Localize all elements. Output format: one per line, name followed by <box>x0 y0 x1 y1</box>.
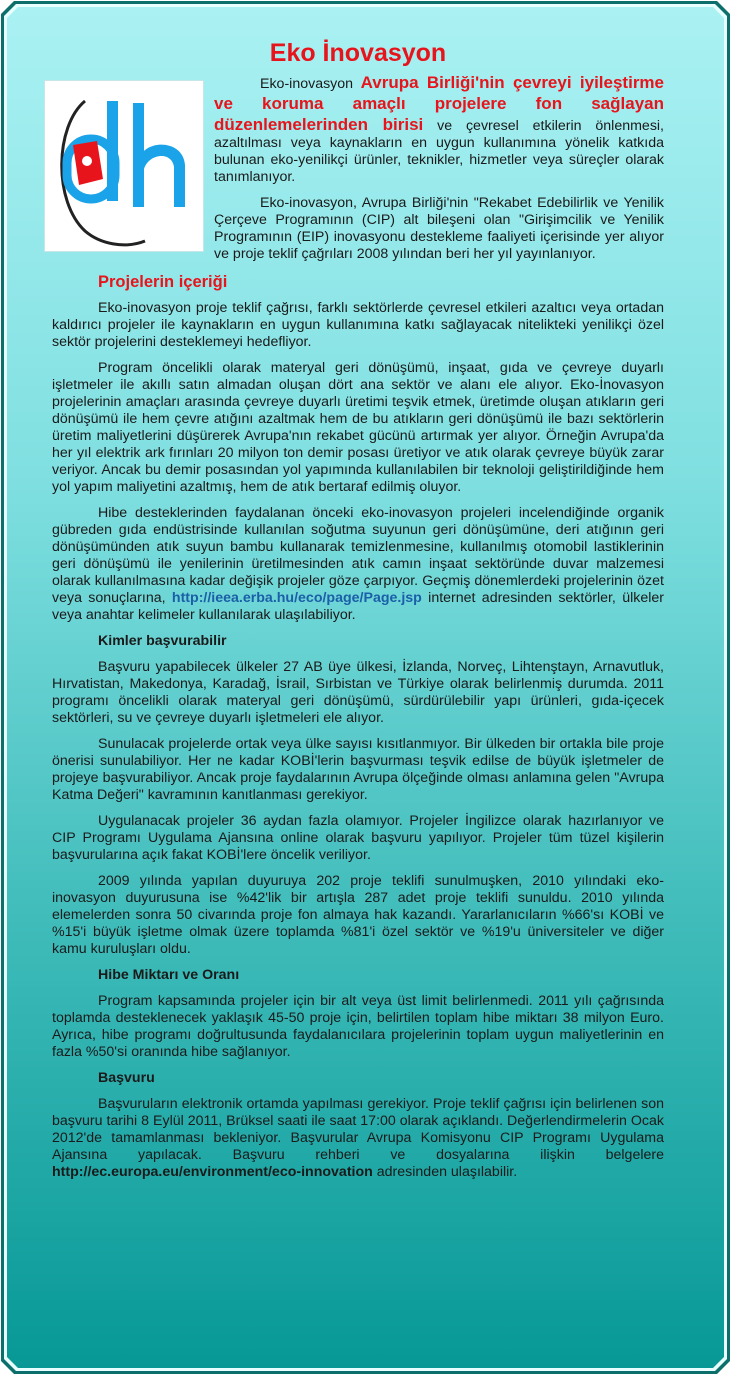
intro-paragraph-2: Eko-inovasyon, Avrupa Birliği'nin "Rekabet Edebilirlik ve Yenilik Çerçeve Programının (CIP) alt bileşeni olan "Girişimcilik ve Yenilik Programının (EIP) inovasyonu destekleme faaliyeti içerisinde yer alıyor ve proje teklif çağrıları 2008 yılından beri her yıl yayınlanıyor. <box>214 195 664 262</box>
projects-paragraph-2: Program öncelikli olarak materyal geri dönüşümü, inşaat, gıda ve çevreye duyarlı işletmeler ile akıllı satın almadan oluşan dört ana sektör ve alanı ele alıyor. Eko-İnovasyon projelerinin amaçları arasında çevreye duyarlı üretimi teşvik etmek, üretimde oluşan atıkların geri dönüşümü ile hem çevre atığını azaltmak hem de bu atıkların geri dönüşümü ile bazı sektörlerin üretim maliyetlerini düşürerek Avrupa'nın rekabet gücünü artırmak yer alıyor. Örneğin Avrupa'da her yıl elektrik ark fırınları 20 milyon ton demir posası üretiyor ve atık olarak çevreye büyük zarar veriyor. Ancak bu demir posasından yol yapımında kullanılabilen bir teknoloji geliştirildiğinde hem yol yapım maliyetini azaltmış, hem de atık bertaraf edilmiş oluyor. <box>52 360 664 495</box>
page-title: Eko İnovasyon <box>269 39 447 67</box>
section-heading-who: Kimler başvurabilir <box>98 633 227 649</box>
dh-logo <box>44 80 204 252</box>
projects-paragraph-3: Hibe desteklerinden faydalanan önceki eko-inovasyon projeleri incelendiğinde organik gübreden gıda endüstrisinde kullanılan soğutma suyunun geri dönüşümüne, deri atığının geri dönüşümünden atık suyun bambu kullanarak temizlenmesine, kullanılmış otomobil lastiklerinin geri dönüşümü ile yenilerinin üretilmesinden atık camın inşaat sektöründe duvar malzemesi olarak kullanılmasına kadar değişik projeler göze çarpıyor. Geçmiş dönemlerdeki projelerinin özet veya sonuçlarına, http://ieea.erba.hu/eco/page/Page.jsp internet adresinden sektörler, ülkeler veya anahtar kelimeler kullanılarak ulaşılabiliyor. <box>52 505 664 623</box>
projects-paragraph-1: Eko-inovasyon proje teklif çağrısı, farklı sektörlerde çevresel etkileri azaltıcı veya ortadan kaldırıcı projeler ile kaynakların en uygun kullanımına katkı sağlayacak nitelikteki yenilikçi özel sektör projelerini desteklemeyi hedefliyor. <box>52 300 664 350</box>
who-paragraph-4: 2009 yılında yapılan duyuruya 202 proje teklifi sunulmuşken, 2010 yılındaki eko-inovasyon duyurusuna ise %42'lik bir artışla 287 adet proje teklifi sunuldu. 2010 yılında elemelerden sonra 50 civarında proje fon almaya hak kazandı. Yararlanıcıların %66'sı KOBİ ve %15'i büyük işletme olmak üzere toplamda %81'i özel sektör ve %19'u üniversiteler ve diğer kamu kuruluşları oldu. <box>52 873 664 957</box>
intro-paragraph-1: Eko-inovasyon Avrupa Birliği'nin çevreyi iyileştirme ve koruma amaçlı projelere fon sağlayan düzenlemelerinden birisi ve çevresel etkilerin önlenmesi, azaltılması veya kaynakların en uygun kullanımına yönelik katkıda bulunan eko-yenilikçi ürünler, teknikler, hizmetler veya süreçler olarak tanımlanıyor. <box>214 73 665 185</box>
ieea-link[interactable]: http://ieea.erba.hu/eco/page/Page.jsp <box>171 590 422 606</box>
apply-paragraph-1: Başvuruların elektronik ortamda yapılması gerekiyor. Proje teklif çağrısı için belirlenen son başvuru tarihi 8 Eylül 2011, Brüksel saati ile saat 17:00 olarak açıklandı. Değerlendirmelerin Ocak 2012'de tamamlanması bekleniyor. Başvurular Avrupa Komisyonu CIP Programı Uygulama Ajansına yapılacak. Başvuru rehberi ve dosyalarına ilişkin belgelere http://ec.europa.eu/environment/eco-innovation adresinden ulaşılabilir. <box>52 1096 664 1180</box>
who-paragraph-2: Sunulacak projelerde ortak veya ülke sayısı kısıtlanmıyor. Bir ülkeden bir ortakla bile proje önerisi sunulabiliyor. Her ne kadar KOBİ'lerin başvurması teşvik edilse de büyük işletmeler de projeye başvurabiliyor. Ancak proje faydalarının Avrupa ölçeğinde olması anlamına gelen "Avrupa Katma Değeri" kavramının kanıtlanması gerekiyor. <box>52 736 664 803</box>
grant-paragraph-1: Program kapsamında projeler için bir alt veya üst limit belirlenmedi. 2011 yılı çağrısında toplamda desteklenecek yaklaşık 45-50 proje için, belirtilen toplam hibe miktarı 38 milyon Euro. Ayrıca, hibe programı doğrultusunda faydalanıcılara projelerinin toplam uygun maliyetlerinin en fazla %50'si oranında hibe sağlanıyor. <box>52 993 664 1060</box>
logo-image <box>45 81 203 251</box>
section-heading-apply: Başvuru <box>98 1070 155 1086</box>
section-heading-projects: Projelerin içeriği <box>98 273 228 291</box>
section-heading-grant: Hibe Miktarı ve Oranı <box>98 967 240 983</box>
who-paragraph-3: Uygulanacak projeler 36 aydan fazla olamıyor. Projeler İngilizce olarak hazırlanıyor ve CIP Programı Uygulama Ajansına online olarak başvuru yapılıyor. Projeler tüm tüzel kişilerin başvurularına açık fakat KOBİ'lere öncelik veriliyor. <box>52 813 664 863</box>
who-paragraph-1: Başvuru yapabilecek ülkeler 27 AB üye ülkesi, İzlanda, Norveç, Lihtenştayn, Arnavutluk, Hırvatistan, Makedonya, Karadağ, İsrail, Sırbistan ve Türkiye olarak belirlenmiş durumda. 2011 programı öncelikli olarak materyal geri dönüşümü, sürdürülebilir yapı ürünleri, gıda-içecek sektörleri, su ve çevreye duyarlı işletmeleri ele alıyor. <box>52 659 664 726</box>
eco-innovation-link[interactable]: http://ec.europa.eu/environment/eco-innovation <box>52 1164 373 1180</box>
article <box>52 38 664 1190</box>
intro-highlight: Avrupa Birliği'nin çevreyi iyileştirme ve koruma amaçlı projelere fon sağlayan düzenlemelerinden birisi <box>214 73 665 134</box>
